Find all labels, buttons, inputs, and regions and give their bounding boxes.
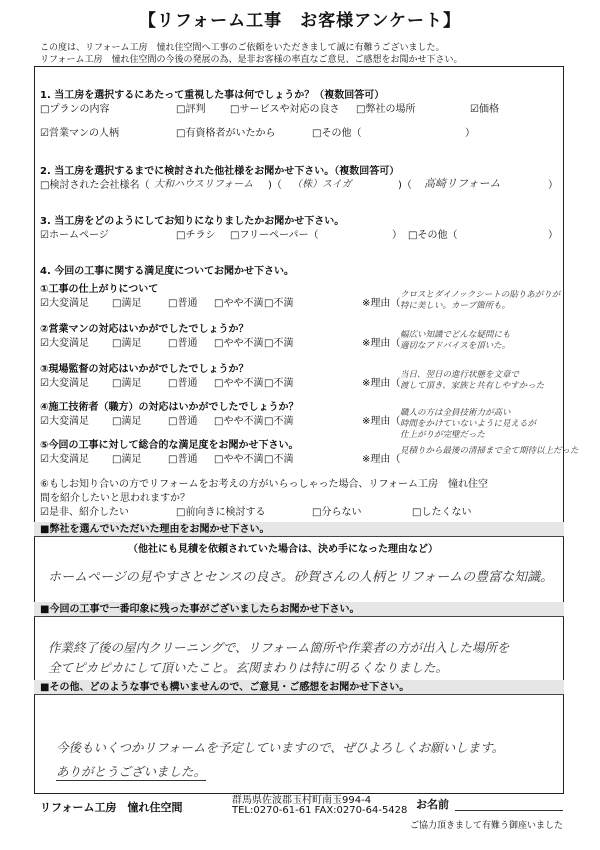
q1-option-location[interactable]: □弊社の場所 [356, 104, 416, 115]
q1-option-reputation[interactable]: □評判 [176, 104, 206, 115]
q2-sep-1: )（ [268, 180, 282, 191]
q4-rating-option[interactable]: □普通 [168, 338, 198, 349]
q4-reason-text[interactable]: クロスとダイノックシートの貼りあがりが [400, 290, 561, 300]
q4-rating-option[interactable]: □満足 [112, 416, 142, 427]
q4-item-label: ④施工技術者（職方）の対応はいかがでしたでしょうか？ [40, 402, 299, 413]
q4-reason-text[interactable]: 当日、翌日の進行状態を文章で [400, 370, 520, 380]
reason-answer[interactable]: ホームページの見やすさとセンスの良さ。砂賀さんの人柄とリフォームの豊富な知識。 [48, 570, 554, 585]
q4-rating-option[interactable]: □満足 [112, 338, 142, 349]
q3-other-close: ） [548, 230, 558, 241]
comments-answer-line-2[interactable]: ありがとうございました。 [56, 764, 207, 779]
q6-option-consider[interactable]: □前向きに検討する [176, 507, 266, 518]
survey-title: 【リフォーム工事 お客様アンケート】 [138, 11, 462, 31]
q4-reason-label: ※理由（ [362, 416, 401, 427]
q4-reason-text[interactable]: 適切なアドバイスを頂いた。 [400, 341, 511, 351]
comments-section-heading: ■その他、どのような事でも構いませんので、ご意見・ご感想をお聞かせ下さい。 [34, 680, 564, 695]
q3-option-other[interactable]: □その他（ [408, 230, 458, 241]
name-field-line[interactable] [455, 810, 563, 811]
q4-reason-text[interactable]: 仕上がりが完璧だった [400, 430, 486, 440]
q4-rating-option[interactable]: □満足 [112, 378, 142, 389]
q4-reason-label: ※理由（ [362, 378, 401, 389]
q4-reason-label: ※理由（ [362, 298, 401, 309]
q4-rating-option[interactable]: □やや不満 [214, 454, 264, 465]
intro-line-2: リフォーム工房 憧れ住空間の今後の発展の為、是非お客様の率直なご意見、ご感想をお聞かせ下さい。 [40, 55, 463, 65]
q4-reason-text[interactable]: 職人の方は全員技術力が高い [400, 408, 511, 418]
q2-sep-2: )（ [398, 180, 412, 191]
q1-option-plan[interactable]: □プランの内容 [40, 104, 110, 115]
q4-rating-option[interactable]: □不満 [264, 338, 294, 349]
q4-rating-option[interactable]: □満足 [112, 454, 142, 465]
q4-rating-option[interactable]: □満足 [112, 298, 142, 309]
q6-option-no[interactable]: □したくない [412, 507, 472, 518]
q1-heading: 1. 当工房を選択するにあたって重視した事は何でしょうか？（複数回答可） [40, 90, 385, 101]
reason-section-subheading: （他社にも見積を依頼されていた場合は、決め手になった理由など） [128, 544, 438, 555]
reason-section-heading: ■弊社を選んでいただいた理由をお聞かせ下さい。 [34, 522, 564, 537]
q4-rating-option[interactable]: □不満 [264, 454, 294, 465]
q2-company-2[interactable]: （株）スイガ [292, 179, 352, 190]
q1-option-service[interactable]: □サービスや対応の良さ [230, 104, 340, 115]
q4-rating-option[interactable]: □普通 [168, 298, 198, 309]
q1-option-other[interactable]: □その他（ [312, 128, 362, 139]
footer-thanks: ご協力頂きまして有難う御座いました [410, 821, 564, 831]
q2-sep-3: ） [548, 180, 558, 191]
q4-rating-option[interactable]: □普通 [168, 378, 198, 389]
q4-rating-option[interactable]: □普通 [168, 454, 198, 465]
q4-rating-option[interactable]: ☑大変満足 [40, 454, 89, 465]
q4-reason-text[interactable]: 見積りから最後の清掃まで全て期待以上だった [400, 446, 579, 456]
q4-rating-option[interactable]: □やや不満 [214, 416, 264, 427]
q4-item-label: ⑤今回の工事に対して総合的な満足度をお聞かせ下さい。 [40, 440, 299, 451]
q6-question-line-1: ⑥もしお知り合いの方でリフォームをお考えの方がいらっしゃった場合、リフォーム工房 憧れ住空 [40, 479, 488, 490]
q6-option-unsure[interactable]: □分らない [312, 507, 362, 518]
q4-rating-option[interactable]: ☑大変満足 [40, 338, 89, 349]
q4-item-label: ①工事の仕上がりについて [40, 284, 159, 295]
intro-line-1: この度は、リフォーム工房 憧れ住空間へ工事のご依頼をいただきまして誠に有難うございました。 [40, 43, 445, 53]
q6-option-recommend[interactable]: ☑是非、紹介したい [40, 507, 129, 518]
footer-address: 群馬県佐波郡玉村町南玉994-4 [232, 795, 372, 806]
q4-rating-option[interactable]: □やや不満 [214, 338, 264, 349]
q4-reason-text[interactable]: 時間をかけていないように見えるが [400, 419, 537, 429]
q1-option-price[interactable]: ☑価格 [470, 104, 499, 115]
q3-option-freepaper[interactable]: □フリーペーパー（ [230, 230, 319, 241]
q4-item-label: ②営業マンの対応はいかがでしたでしょうか？ [40, 324, 249, 335]
q4-rating-option[interactable]: □やや不満 [214, 298, 264, 309]
q1-other-close: ） [465, 128, 475, 139]
q4-rating-option[interactable]: □不満 [264, 378, 294, 389]
q4-rating-option[interactable]: ☑大変満足 [40, 298, 89, 309]
q6-question-line-2: 間を紹介したいと思われますか？ [40, 493, 190, 504]
q4-heading: 4. 今回の工事に関する満足度についてお聞かせ下さい。 [40, 266, 295, 277]
q4-item-label: ③現場監督の対応はいかがでしたでしょうか？ [40, 364, 249, 375]
q4-rating-option[interactable]: □不満 [264, 416, 294, 427]
q4-reason-label: ※理由（ [362, 338, 401, 349]
q4-reason-label: ※理由（ [362, 454, 401, 465]
impression-answer-line-1[interactable]: 作業終了後の屋内クリーニングで、リフォーム箇所や作業者の方が出入した場所を [48, 640, 510, 655]
q4-reason-text[interactable]: 特に美しい。カーブ箇所も。 [400, 301, 511, 311]
q2-company-1[interactable]: 大和ハウスリフォーム [154, 179, 254, 190]
q3-option-homepage[interactable]: ☑ホームページ [40, 230, 109, 241]
q2-company-label: □検討された会社様名（ [40, 180, 150, 191]
q4-rating-option[interactable]: □普通 [168, 416, 198, 427]
q3-option-flyer[interactable]: □チラシ [176, 230, 216, 241]
q3-heading: 3. 当工房をどのようにしてお知りになりましたかお聞かせ下さい。 [40, 216, 345, 227]
impression-answer-line-2[interactable]: 全てピカピカにして頂いたこと。玄関まわりは特に明るくなりました。 [48, 660, 449, 675]
q4-reason-text[interactable]: 幅広い知識でどんな疑問にも [400, 330, 511, 340]
q4-rating-option[interactable]: □やや不満 [214, 378, 264, 389]
q4-rating-option[interactable]: □不満 [264, 298, 294, 309]
comments-answer-line-1[interactable]: 今後もいくつかリフォームを予定していますので、ぜひよろしくお願いします。 [56, 740, 505, 755]
q4-rating-option[interactable]: ☑大変満足 [40, 378, 89, 389]
footer-phone-fax: TEL:0270-61-61 FAX:0270-64-5428 [232, 805, 408, 816]
q1-option-salesperson[interactable]: ☑営業マンの人柄 [40, 128, 119, 139]
q4-reason-text[interactable]: 渡して頂き、家族と共有しやすかった [400, 381, 545, 391]
q2-company-3[interactable]: 高崎リフォーム [424, 177, 501, 190]
comments-underline [56, 780, 206, 781]
q2-heading: 2. 当工房を選択するまでに検討された他社様をお聞かせ下さい。（複数回答可） [40, 166, 400, 177]
q4-rating-option[interactable]: ☑大変満足 [40, 416, 89, 427]
q1-option-qualified[interactable]: □有資格者がいたから [176, 128, 276, 139]
q3-freepaper-close: ） [392, 230, 402, 241]
impression-section-heading: ■今回の工事で一番印象に残った事がございましたらお聞かせ下さい。 [34, 602, 564, 617]
name-field-label: お名前 [416, 798, 449, 811]
footer-company-name: リフォーム工房 憧れ住空間 [40, 801, 183, 814]
